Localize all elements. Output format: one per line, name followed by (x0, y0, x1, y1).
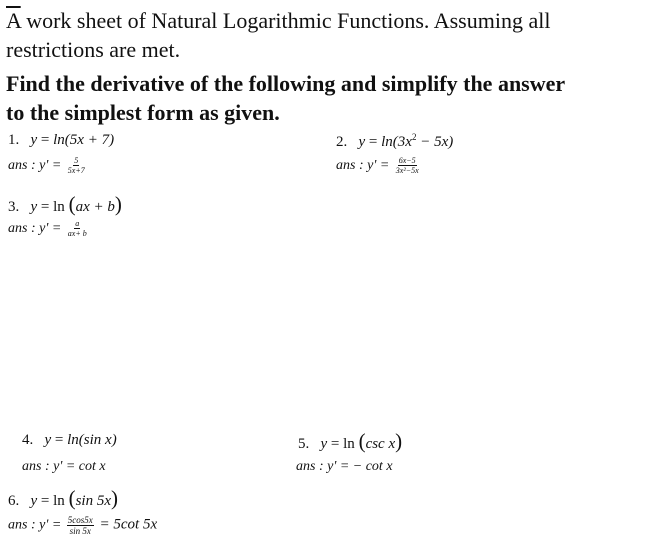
answer-3-label: ans : y' = (8, 221, 65, 237)
answer-5-value: − cot x (352, 459, 393, 474)
problem-3 (8, 192, 122, 217)
answer-6-fraction (67, 515, 94, 536)
problem-5-close-paren: ) (395, 429, 403, 453)
answer-6-numerator: 5cos5x (67, 515, 93, 525)
answer-3-denominator: ax+ b (67, 229, 87, 238)
problem-6-open-paren: ( (68, 486, 76, 510)
answer-2-label: ans : y' = (336, 158, 393, 174)
problem-2-eq: = (365, 134, 382, 150)
problem-3-eq: = ln (37, 199, 69, 215)
problem-5-open-paren: ( (358, 429, 366, 453)
answer-5-label: ans : y' = (296, 459, 353, 474)
problem-2-number: 2. (336, 134, 348, 150)
answer-3 (8, 220, 90, 238)
problem-4-number: 4. (22, 432, 34, 448)
problem-6-rhs: sin 5x (75, 493, 111, 509)
problem-1-rhs: ln(5x + 7) (53, 132, 115, 148)
problem-6-lhs: y (30, 493, 38, 509)
answer-4 (22, 459, 106, 475)
answer-3-fraction (67, 220, 88, 238)
answer-6-tail: = 5cot 5x (95, 516, 158, 533)
answer-4-label: ans : y' = (22, 459, 79, 474)
answer-1-label: ans : y' = (8, 158, 65, 174)
answer-6-label: ans : y' = (8, 517, 65, 533)
problem-4 (22, 432, 117, 449)
problem-6-close-paren: ) (110, 486, 118, 510)
answer-4-value: cot x (78, 459, 106, 474)
answer-5 (296, 459, 393, 475)
problem-2 (336, 132, 453, 151)
problem-1 (8, 132, 114, 149)
problem-4-rhs: ln(sin x) (67, 432, 117, 448)
intro-line-1-text: work sheet of Natural Logarithmic Functions. Assuming all (20, 8, 551, 33)
problem-5-number: 5. (298, 436, 310, 452)
answer-2-numerator: 6x−5 (398, 156, 416, 165)
problem-4-lhs: y (44, 432, 52, 448)
instructions-line-1: Find the derivative of the following and simplify the answer (6, 71, 566, 96)
problem-2-rhs-b: − 5x) (416, 134, 454, 150)
problem-6 (8, 486, 118, 511)
intro-first-letter: $\overline{A}$ (6, 8, 21, 33)
problem-6-eq: = ln (37, 493, 69, 509)
problem-3-lhs: y (30, 199, 38, 215)
problem-1-number: 1. (8, 132, 20, 148)
answer-1 (8, 157, 88, 175)
problem-5-rhs: csc x (365, 436, 396, 452)
problem-3-rhs: ax + b (75, 199, 115, 215)
problem-3-number: 3. (8, 199, 20, 215)
intro-line-2: restrictions are met. (6, 37, 181, 62)
answer-6 (8, 515, 157, 536)
problem-2-rhs-a: ln(3x (381, 134, 412, 150)
problem-1-lhs: y (30, 132, 38, 148)
answer-1-numerator: 5 (74, 156, 79, 165)
problem-5 (298, 429, 402, 454)
instructions-line-2: to the simplest form as given. (6, 100, 280, 125)
problem-2-exponent: 2 (411, 132, 417, 142)
intro-line-1 (6, 8, 550, 34)
problem-5-lhs: y (320, 436, 328, 452)
problem-6-number: 6. (8, 493, 20, 509)
problem-1-eq: = (37, 132, 54, 148)
problem-3-close-paren: ) (114, 192, 122, 216)
problem-2-lhs: y (358, 134, 366, 150)
answer-6-denominator: sin 5x (69, 526, 91, 536)
answer-2 (336, 157, 422, 175)
problem-5-eq: = ln (327, 436, 359, 452)
answer-2-denominator: 3x²−5x (395, 166, 419, 175)
answer-3-numerator: a (75, 219, 80, 228)
problem-3-open-paren: ( (68, 192, 76, 216)
problem-4-eq: = (51, 432, 68, 448)
answer-1-denominator: 5x+7 (67, 166, 85, 175)
answer-2-fraction (395, 157, 420, 175)
answer-1-fraction (67, 157, 86, 175)
